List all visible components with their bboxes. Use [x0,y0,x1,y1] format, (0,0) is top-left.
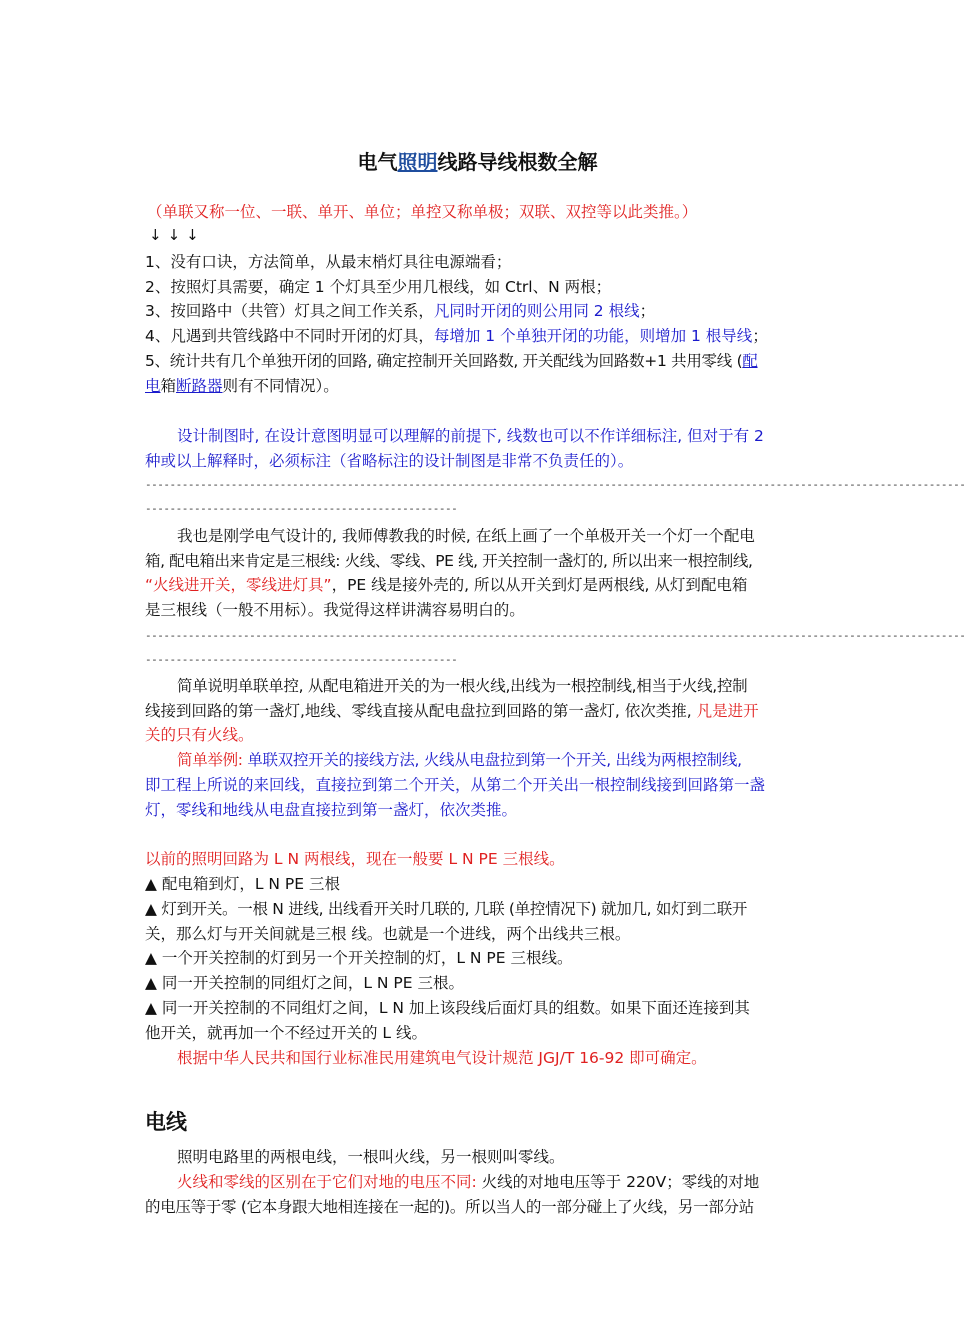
bullet-2-line-1: ▲ 灯到开关。一根 N 进线, 出线看开关时几联的, 几联 (单控情况下) 就加几, 如灯到二联开 [145,900,748,918]
down-arrows: ↓↓↓ [149,226,205,244]
rule-3-end: ； [639,302,656,320]
wires-line-2 [177,1171,842,1193]
title-suffix: 线路导线根数全解 [437,150,598,174]
para1-quote: “火线进开关，零线进灯具” [145,576,332,594]
section-heading-wires: 电线 [145,1110,187,1134]
link-circuit-breaker[interactable]: 断路器 [176,377,223,395]
wires-line-3: 的电压等于零 (它本身跟大地相连接在一起的)。所以当人的一部分碰上了火线，另一部分站 [145,1198,754,1216]
rule-3-emphasis: 凡同时开闭的则公用同 2 根线 [433,302,640,320]
bullet-1: ▲ 配电箱到灯，L N PE 三根 [145,875,340,893]
bullet-2-line-2: 关，那么灯与开关间就是三根 线。也就是一个进线，两个出线共三根。 [145,925,631,943]
link-distribution-1[interactable]: 配 [742,352,758,370]
title-prefix: 电气 [357,150,398,174]
para1-line-3-text: ，PE 线是接外壳的, 所以从开关到灯是两根线, 从灯到配电箱 [331,576,748,594]
para1-line-2: 箱, 配电箱出来肯定是三根线: 火线、零线、PE 线, 开关控制一盏灯的, 所以出来一根控制线, [145,552,753,570]
example-text-1: 单联双控开关的接线方法, 火线从电盘拉到第一个开关, 出线为两根控制线, [242,751,742,769]
example-label: 简单举例: [177,751,243,769]
bullet-3: ▲ 一个开关控制的灯到另一个开关控制的灯，L N PE 三根线。 [145,949,573,967]
document-title [145,148,810,176]
divider-1a: -------------------------------------------------------------------------------------------------------------------------------------- [145,478,965,491]
design-note-line-2: 种或以上解释时，必须标注（省略标注的设计制图是非常不负责任的）。 [145,452,634,470]
wires-line-1: 照明电路里的两根电线，一根叫火线，另一根则叫零线。 [177,1148,565,1166]
rule-5-text: 5、统计共有几个单独开闭的回路, 确定控制开关回路数, 开关配线为回路数+1 共用零线 ( [145,352,743,370]
divider-1b: --------------------------------------------------- [145,502,458,515]
wires-emphasis: 火线和零线的区别在于它们对地的电压不同: [177,1173,477,1191]
rule-3-text: 3、按回路中（共管）灯具之间工作关系， [145,302,434,320]
terminology-note: （单联又称一位、一联、单开、单位；单控又称单极；双联、双控等以此类推。） [147,203,698,221]
design-note-line-1: 设计制图时, 在设计意图明显可以理解的前提下, 线数也可以不作详细标注, 但对于有 2 [177,427,764,445]
para1-line-3 [145,574,810,596]
wires-line-2-text: 火线的对地电压等于 220V；零线的对地 [476,1173,760,1191]
para2-line-2 [145,700,810,722]
example-line-2: 即工程上所说的来回线，直接拉到第二个开关，从第二个开关出一根控制线接到回路第一盏 [145,776,766,794]
standard-reference: 根据中华人民共和国行业标准民用建筑电气设计规范 JGJ/T 16-92 即可确定。 [177,1049,707,1067]
rule-2: 2、按照灯具需要，确定 1 个灯具至少用几根线，如 Ctrl、N 两根； [145,278,612,296]
example-line-3: 灯，零线和地线从电盘直接拉到第一盏灯，依次类推。 [145,801,518,819]
rule-4-end: ； [752,327,768,345]
para2-line-3: 关的只有火线。 [145,726,254,744]
bullet-5-line-1: ▲ 同一开关控制的不同组灯之间，L N 加上该段线后面灯具的组数。如果下面还连接到其 [145,999,750,1017]
rule-4 [145,325,810,347]
rule-4-text: 4、凡遇到共管线路中不同时开闭的灯具， [145,327,434,345]
para2-line-2-text: 线接到回路的第一盏灯,地线、零线直接从配电盘拉到回路的第一盏灯, 依次类推, [145,702,692,720]
rule-5-line-2 [145,375,810,397]
rule-5-line-1 [145,350,810,372]
para2-emphasis: 凡是进开 [691,702,759,720]
rule-3 [145,300,810,322]
para1-line-4: 是三根线（一般不用标）。我觉得这样讲满容易明白的。 [145,601,525,619]
para2-line-1: 简单说明单联单控, 从配电箱进开关的为一根火线,出线为一根控制线,相当于火线,控制 [177,677,748,695]
rule-1: 1、没有口诀，方法简单，从最末梢灯具往电源端看； [145,253,512,271]
divider-2a: -------------------------------------------------------------------------------------------------------------------------------------- [145,629,965,642]
rule-5-end: 则有不同情况）。 [222,377,339,395]
example-line-1 [177,749,842,771]
divider-2b: --------------------------------------------------- [145,653,458,666]
para1-line-1: 我也是刚学电气设计的, 我师傅教我的时候, 在纸上画了一个单极开关一个灯一个配电 [177,527,755,545]
bullet-4: ▲ 同一开关控制的同组灯之间，L N PE 三根。 [145,974,464,992]
link-distribution-2[interactable]: 电 [145,377,161,395]
title-link-lighting[interactable]: 照明 [397,150,438,174]
bullet-5-line-2: 他开关，就再加一个不经过开关的 L 线。 [145,1024,427,1042]
rule-5-box: 箱 [160,377,177,395]
circuit-intro: 以前的照明回路为 L N 两根线，现在一般要 L N PE 三根线。 [145,850,565,868]
rule-4-emphasis: 每增加 1 个单独开闭的功能，则增加 1 根导线 [433,327,753,345]
